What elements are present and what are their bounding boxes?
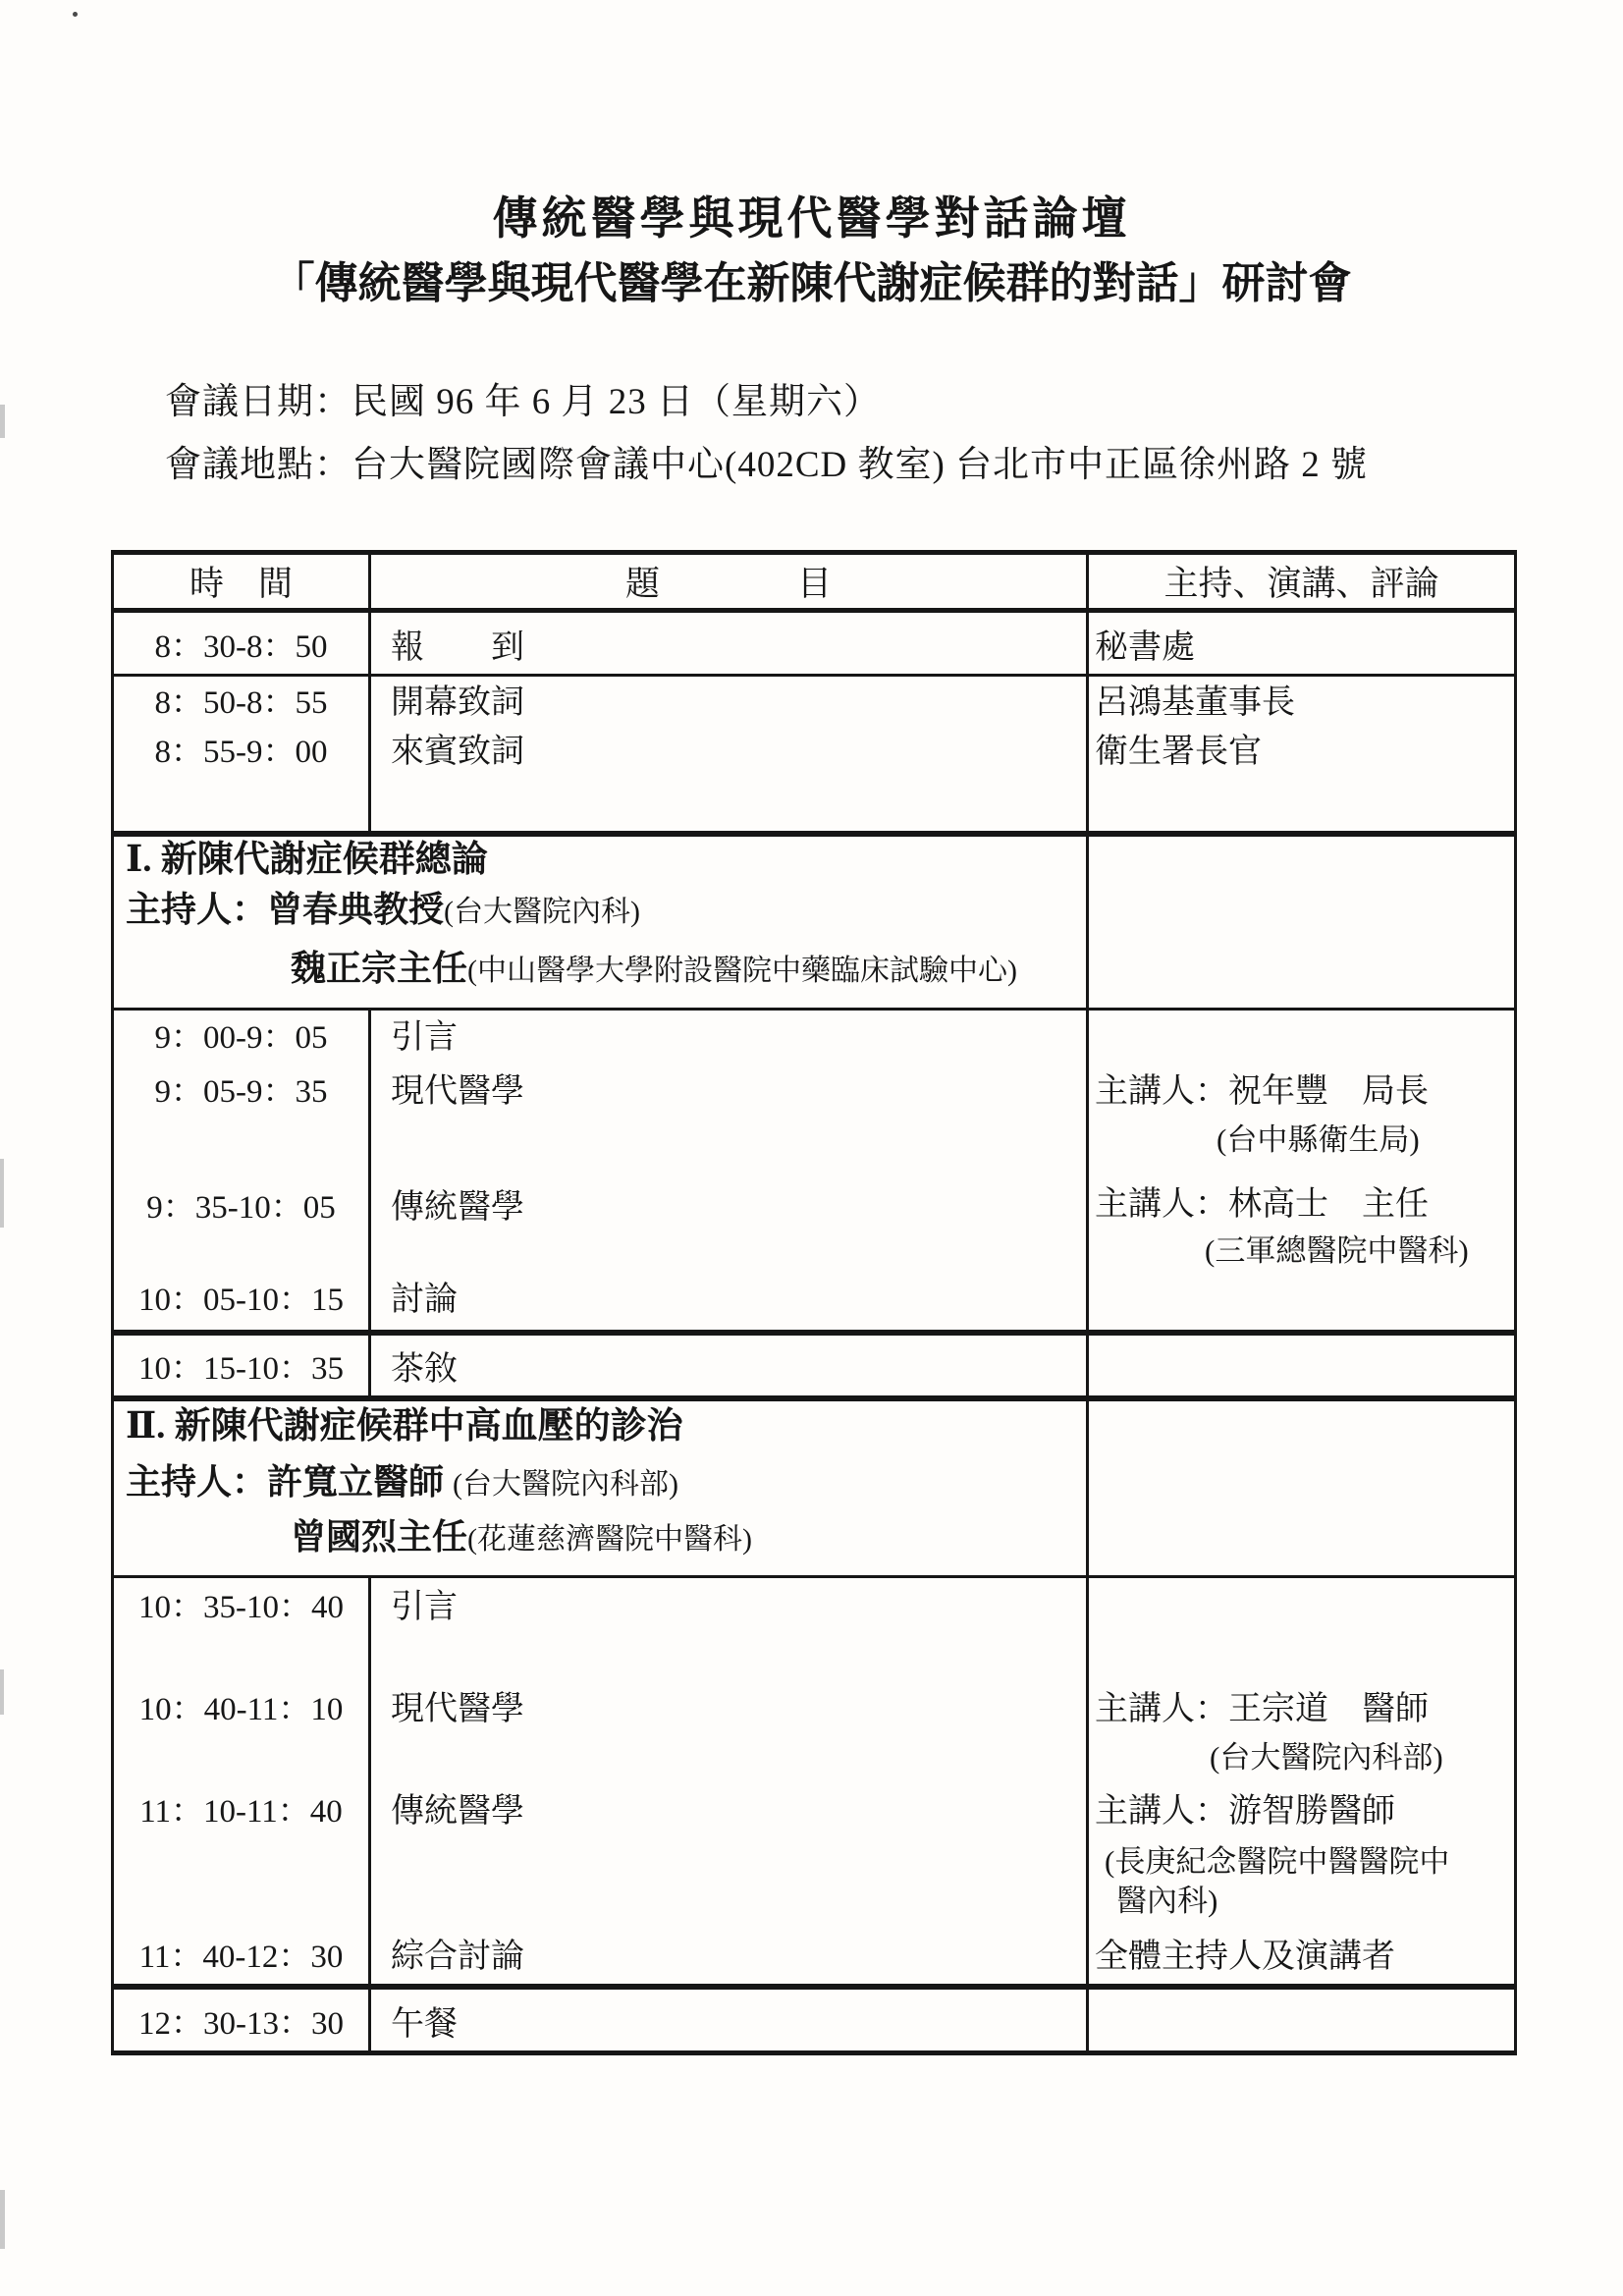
- section2-heading-cell: [114, 1401, 1089, 1578]
- session1-topics: [371, 1011, 1089, 1336]
- header-time-label: 時 間: [189, 565, 293, 603]
- session2-speakers: [1089, 1578, 1514, 1990]
- section2-chair1: [126, 1458, 678, 1508]
- speaker-value: 衛生署長官: [1095, 734, 1262, 770]
- agenda-table: [111, 550, 1517, 2055]
- speaker-affiliation: 醫內科): [1116, 1884, 1218, 1918]
- time-value: 9：00-9：05: [154, 1020, 328, 1056]
- section1-empty-cell: [1089, 837, 1514, 1011]
- row-lunch-topic: [371, 1990, 1089, 2050]
- speaker-value: 呂鴻基董事長: [1095, 684, 1295, 721]
- time-value: 10：05-10：15: [138, 1283, 344, 1318]
- row-opening-topics: [371, 677, 1089, 837]
- time-value: 10：35-10：40: [138, 1590, 344, 1625]
- topic-value: 午餐: [391, 2005, 458, 2043]
- section1-chair2: [291, 945, 1017, 995]
- chair-name: 魏正宗主任: [291, 949, 468, 988]
- session1-speakers: [1089, 1011, 1514, 1336]
- topic-value: 現代醫學: [391, 1691, 524, 1727]
- section1-heading: Ⅰ. 新陳代謝症候群總論: [126, 840, 488, 880]
- header-time: [114, 555, 371, 613]
- page-subtitle: 「傳統醫學與現代醫學在新陳代謝症候群的對話」研討會: [271, 259, 1352, 307]
- chair-name: 主持人：曾春典教授: [126, 890, 445, 929]
- meeting-date: 會議日期：民國 96 年 6 月 23 日（星期六）: [165, 382, 881, 422]
- section1-heading-cell: [114, 837, 1089, 1011]
- chair-affiliation: (台大醫院內科部): [453, 1468, 678, 1501]
- time-value: 10：40-11：10: [138, 1692, 344, 1727]
- section1-chair1: [126, 886, 640, 936]
- row-checkin-time: [114, 613, 371, 677]
- row-tea-speaker: [1089, 1336, 1514, 1401]
- speaker-value: 主講人：祝年豐 局長: [1095, 1073, 1429, 1110]
- time-value: 8：30-8：50: [154, 629, 328, 665]
- time-value: 8：55-9：00: [154, 735, 328, 770]
- time-value: 8：50-8：55: [154, 685, 328, 721]
- row-checkin-topic: [371, 613, 1089, 677]
- topic-value: 綜合討論: [391, 1939, 524, 1975]
- row-opening-speakers: [1089, 677, 1514, 837]
- topic-value: 引言: [391, 1589, 458, 1625]
- speaker-affiliation: (台中縣衛生局): [1217, 1122, 1420, 1157]
- speaker-affiliation: (長庚紀念醫院中醫醫院中: [1105, 1844, 1450, 1879]
- topic-value: 開幕致詞: [391, 684, 524, 721]
- topic-value: 傳統醫學: [391, 1189, 524, 1226]
- row-opening-times: [114, 677, 371, 837]
- section2-chair2: [291, 1513, 752, 1563]
- speaker-value: 秘書處: [1095, 629, 1195, 666]
- row-lunch-speaker: [1089, 1990, 1514, 2050]
- section2-heading: Ⅱ. 新陳代謝症候群中高血壓的診治: [126, 1406, 683, 1447]
- topic-value: 傳統醫學: [391, 1793, 524, 1830]
- topic-value: 來賓致詞: [391, 734, 524, 770]
- header-speaker: [1089, 555, 1514, 613]
- header-topic-label: 題 目: [624, 565, 832, 603]
- time-value: 12：30-13：30: [138, 2005, 344, 2042]
- chair-affiliation: (中山醫學大學附設醫院中藥臨床試驗中心): [467, 955, 1017, 987]
- row-lunch-time: [114, 1990, 371, 2050]
- header-speaker-label: 主持、演講、評論: [1163, 565, 1439, 603]
- chair-affiliation: (花蓮慈濟醫院中醫科): [467, 1523, 752, 1556]
- row-checkin-speaker: [1089, 613, 1514, 677]
- topic-value: 現代醫學: [391, 1073, 524, 1110]
- scan-artifact: [0, 1159, 4, 1228]
- time-value: 9：05-9：35: [154, 1074, 328, 1110]
- topic-value: 討論: [391, 1282, 458, 1318]
- scan-artifact: [0, 2190, 5, 2249]
- speaker-affiliation: (台大醫院內科部): [1210, 1740, 1443, 1775]
- page-title: 傳統醫學與現代醫學對話論壇: [492, 193, 1131, 244]
- session2-times: [114, 1578, 371, 1990]
- speaker-affiliation: (三軍總醫院中醫科): [1205, 1233, 1469, 1268]
- topic-value: 引言: [391, 1019, 458, 1056]
- speaker-value: 主講人：游智勝醫師: [1095, 1793, 1395, 1830]
- meeting-location: 會議地點：台大醫院國際會議中心(402CD 教室) 台北市中正區徐州路 2 號: [165, 445, 1369, 485]
- scan-artifact: [73, 12, 78, 17]
- scan-artifact: [0, 405, 5, 438]
- speaker-value: 全體主持人及演講者: [1095, 1939, 1395, 1975]
- row-tea-time: [114, 1336, 371, 1401]
- speaker-value: 主講人：王宗道 醫師: [1095, 1691, 1429, 1727]
- speaker-value: 主講人：林高士 主任: [1095, 1186, 1429, 1223]
- time-value: 11：40-12：30: [138, 1940, 344, 1975]
- topic-value: 茶敘: [391, 1351, 458, 1388]
- section2-empty-cell: [1089, 1401, 1514, 1578]
- session1-times: [114, 1011, 371, 1336]
- session2-topics: [371, 1578, 1089, 1990]
- topic-value: 報 到: [391, 629, 524, 666]
- chair-name: 主持人：許寬立醫師: [126, 1462, 445, 1502]
- header-topic: [371, 555, 1089, 613]
- row-tea-topic: [371, 1336, 1089, 1401]
- scan-artifact: [0, 1669, 4, 1715]
- time-value: 10：15-10：35: [138, 1351, 344, 1387]
- time-value: 11：10-11：40: [139, 1794, 343, 1830]
- chair-affiliation: (台大醫院內科): [444, 896, 640, 928]
- chair-name: 曾國烈主任: [291, 1517, 468, 1557]
- time-value: 9：35-10：05: [146, 1190, 336, 1226]
